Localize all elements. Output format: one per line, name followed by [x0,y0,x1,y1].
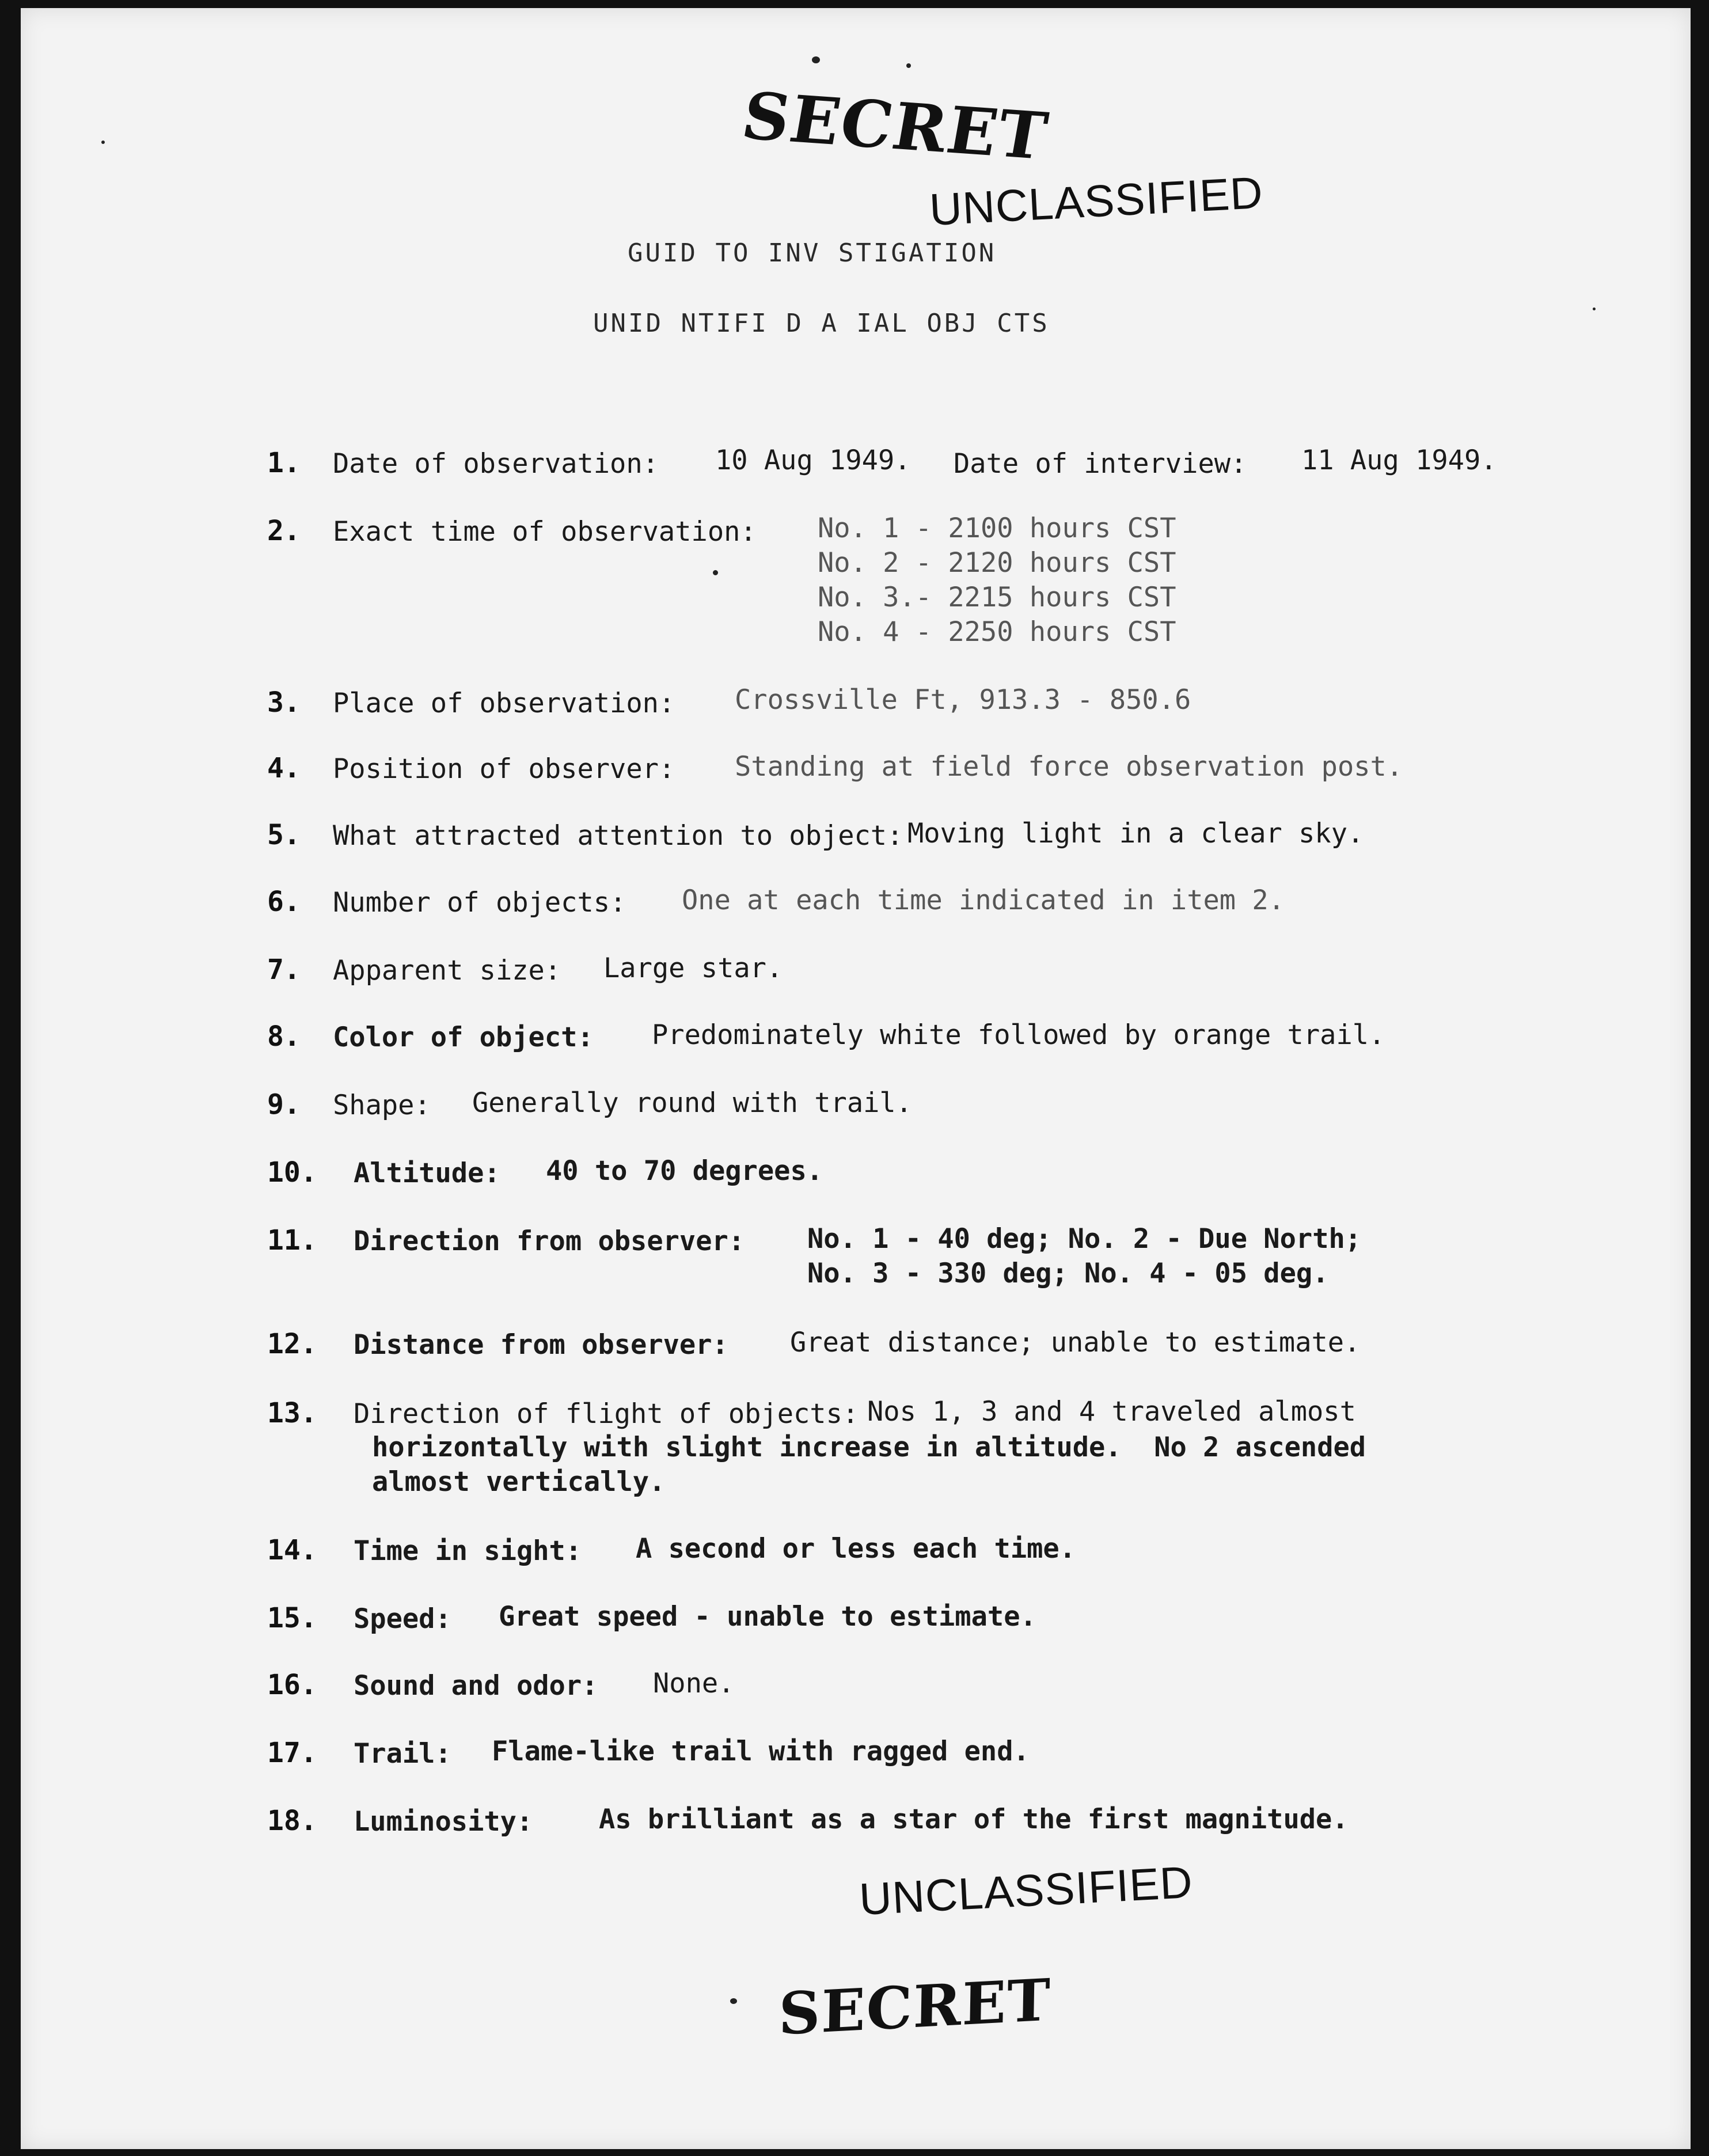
item-value: Great distance; unable to estimate. [790,1327,1361,1358]
item-value: Nos 1, 3 and 4 traveled almost [867,1396,1356,1428]
scan-speck [101,141,105,144]
item-value: 40 to 70 degrees. [546,1155,823,1187]
direction-line: No. 1 - 40 deg; No. 2 - Due North; [807,1223,1362,1255]
document-page [21,8,1691,2149]
item-label: Speed: [354,1603,451,1635]
item-number: 1. [267,447,301,479]
item-number: 12. [267,1328,317,1360]
item-label: Date of observation: [333,448,659,480]
item-number: 14. [267,1534,317,1566]
header-line-1: GUID TO INV STIGATION [628,238,997,268]
secret-stamp-bottom: SECRET [778,1965,1052,2048]
item-value: A second or less each time. [636,1533,1076,1565]
item-number: 8. [267,1020,301,1053]
item-number: 17. [267,1737,317,1769]
item-value: Generally round with trail. [472,1087,913,1119]
item-label: Position of observer: [333,753,675,785]
item-value: Predominately white followed by orange trail. [652,1019,1385,1051]
time-line: No. 2 - 2120 hours CST [818,547,1176,579]
scan-speck [1593,308,1596,310]
item-label: Altitude: [354,1157,500,1189]
item-value: Great speed - unable to estimate. [499,1601,1036,1633]
unclassified-stamp-top: UNCLASSIFIED [928,166,1264,236]
item-label: Shape: [333,1090,431,1121]
scan-speck [730,1998,737,2004]
item-value: One at each time indicated in item 2. [682,885,1285,916]
item-value: Large star. [603,952,783,984]
item-number: 3. [267,686,301,719]
direction-line: No. 3 - 330 deg; No. 4 - 05 deg. [807,1258,1329,1289]
item-number: 5. [267,819,301,851]
item-label: Direction from observer: [354,1225,745,1257]
unclassified-stamp-bottom: UNCLASSIFIED [858,1856,1194,1925]
item-number: 6. [267,886,301,918]
item-label: Number of objects: [333,887,626,918]
scan-speck [812,56,820,63]
item-label-secondary: Date of interview: [954,448,1247,480]
item-continuation: almost vertically. [372,1466,666,1498]
item-value: Moving light in a clear sky. [907,818,1364,849]
item-number: 7. [267,954,301,986]
item-value: 10 Aug 1949. [715,445,911,476]
item-value-secondary: 11 Aug 1949. [1301,445,1497,476]
item-label: Sound and odor: [354,1670,598,1702]
item-label: Color of object: [333,1022,594,1053]
item-continuation: horizontally with slight increase in altitude. No 2 ascended [372,1432,1366,1463]
item-value: As brilliant as a star of the first magnitude. [599,1804,1349,1835]
item-number: 2. [267,515,301,547]
secret-stamp-top: SECRET [736,78,1054,174]
item-number: 11. [267,1224,317,1257]
item-label: Place of observation: [333,688,675,719]
time-line: No. 1 - 2100 hours CST [818,513,1176,544]
item-label: Time in sight: [354,1535,582,1567]
item-number: 13. [267,1397,317,1429]
item-label: Distance from observer: [354,1329,728,1361]
item-value: None. [653,1668,735,1699]
item-number: 16. [267,1669,317,1701]
item-label: Trail: [354,1738,451,1770]
time-line: No. 3.- 2215 hours CST [818,582,1176,613]
item-number: 9. [267,1088,301,1121]
item-label: What attracted attention to object: [333,820,903,852]
item-value: Crossville Ft, 913.3 - 850.6 [735,684,1191,716]
header-line-2: UNID NTIFI D A IAL OBJ CTS [593,309,1050,338]
item-label: Direction of flight of objects: [354,1398,859,1430]
time-line: No. 4 - 2250 hours CST [818,616,1176,648]
item-number: 18. [267,1805,317,1837]
item-number: 10. [267,1156,317,1189]
item-label: Apparent size: [333,955,561,986]
item-value: Standing at field force observation post. [735,751,1403,783]
item-number: 4. [267,752,301,784]
scan-speck [906,63,911,68]
item-label: Exact time of observation: [333,516,757,548]
item-label: Luminosity: [354,1806,533,1838]
scan-speck [713,570,718,575]
item-value: Flame-like trail with ragged end. [492,1736,1030,1767]
item-number: 15. [267,1602,317,1634]
